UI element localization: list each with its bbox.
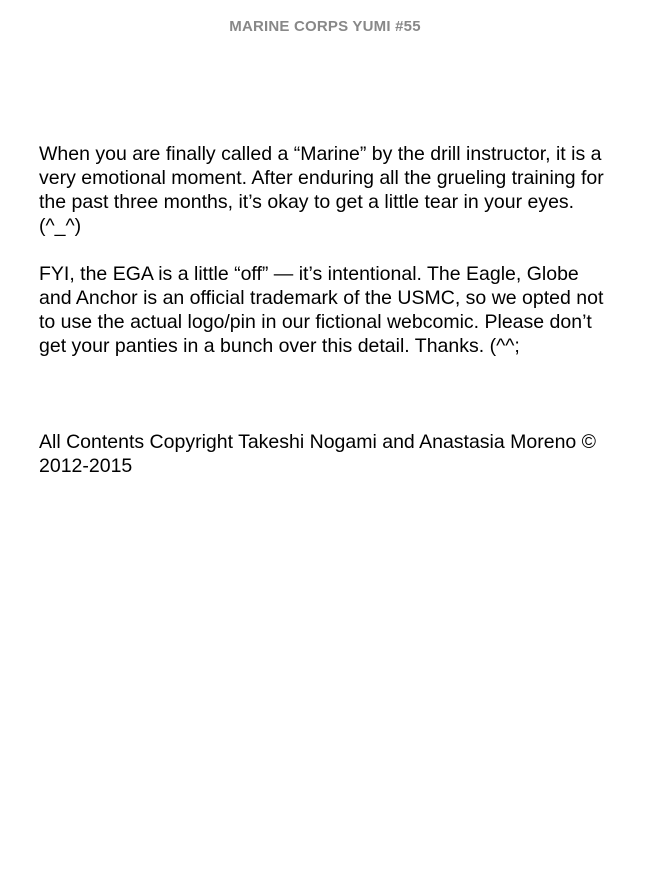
copyright-notice: All Contents Copyright Takeshi Nogami and Anastasia Moreno © 2012-2015	[39, 431, 597, 477]
ega-note-paragraph: FYI, the EGA is a little “off” — it’s intentional. The Eagle, Globe and Anchor is an official trademark of the USMC, so we opted not to use the actual logo/pin in our fictional webcomic. Please don’t get your panties in a bunch over this detail. Thanks. (^^;	[39, 263, 604, 357]
description-paragraph: When you are finally called a “Marine” by the drill instructor, it is a very emotional moment. After enduring all the grueling training for the past three months, it’s okay to get a little tear in your eyes. (^_^)	[39, 143, 604, 237]
page-title: MARINE CORPS YUMI #55	[229, 18, 421, 35]
